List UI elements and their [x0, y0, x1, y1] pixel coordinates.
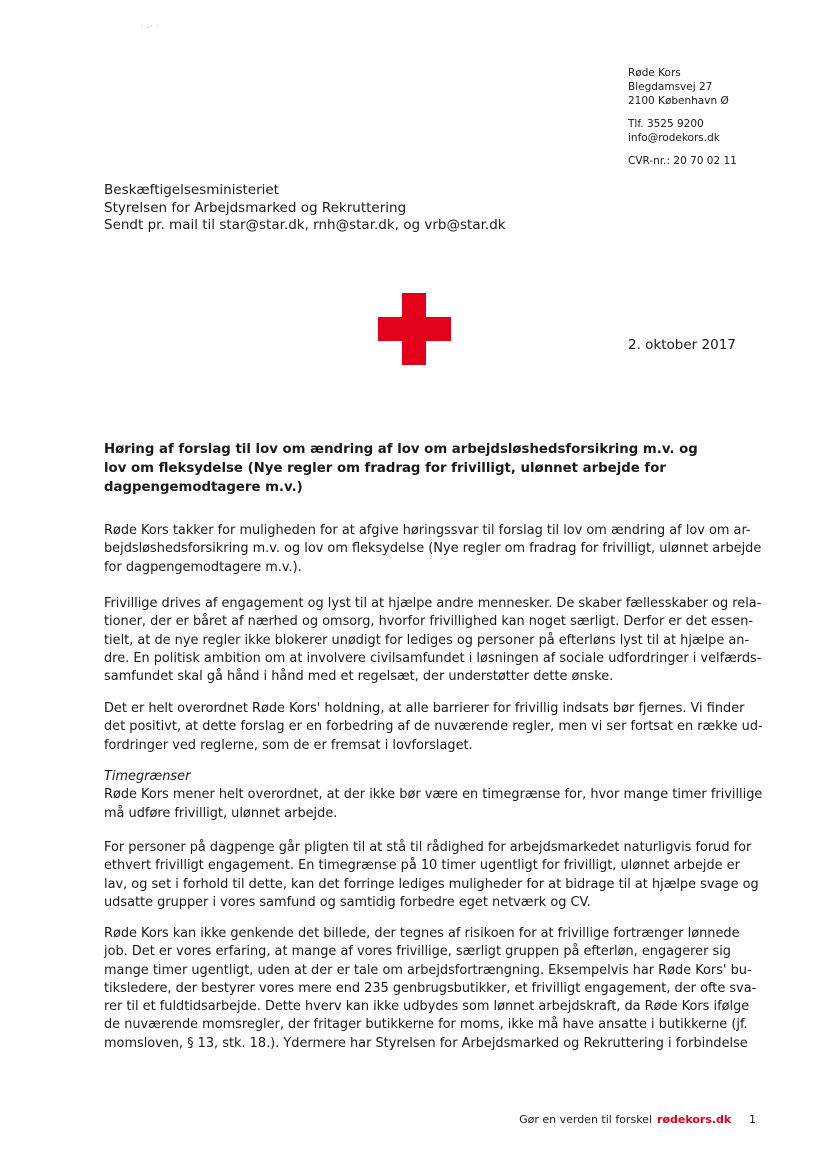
recipient-agency: Styrelsen for Arbejdsmarked og Rekruttering — [104, 199, 407, 216]
paragraph-position — [104, 700, 763, 755]
text-line: Røde Kors kan ikke genkende det billede, der tegnes af risikoen for at frivillige fortrænger lønnede — [104, 926, 740, 941]
text-line: fordringer ved reglerne, som de er fremsat i lovforslaget. — [104, 737, 473, 753]
footer-brand: rødekors.dk — [657, 1113, 732, 1126]
text-line: ethvert frivilligt engagement. En timegrænse på 10 timer ugentligt for frivilligt, ulønnet arbejde er — [104, 858, 740, 874]
text-line: Røde Kors mener helt overordnet, at der ikke bør være en timegrænse for, hvor mange timer frivillige — [104, 787, 763, 803]
text-line: job. Det er vores erfaring, at mange af vores frivillige, særligt gruppen på efterløn, engagerer sig — [104, 944, 731, 960]
text-line: Frivillige drives af engagement og lyst til at hjælpe andre mennesker. De skaber fællesskaber og rela- — [104, 596, 762, 611]
paragraph-intro — [104, 522, 762, 577]
text-line: samfundet skal gå hånd i hånd med et regelsæt, der understøtter dette ønske. — [104, 669, 614, 685]
sender-org: Røde Kors — [628, 67, 681, 79]
section-heading: Timegrænser — [104, 769, 191, 784]
text-line: udsatte grupper i vores samfund og samtidig forbedre eget netværk og CV. — [104, 894, 591, 910]
page-number: 1 — [749, 1113, 756, 1126]
paragraph-unemployment — [104, 839, 759, 912]
text-line: For personer på dagpenge går pligten til at stå til rådighed for arbejdsmarkedet naturligvis forud for — [104, 840, 752, 855]
text-line: lav, og set i forhold til dette, kan det forringe lediges muligheder for at bidrage til at hjælpe svage og — [104, 876, 759, 892]
text-line: tielt, at de nye regler ikke blokerer unødigt for lediges og personer på efterløns lyst til at hjælpe an- — [104, 632, 750, 648]
text-line: tioner, der er båret af nærhed og omsorg, hvorfor frivillighed kan noget særligt. Derfor er det essen- — [104, 614, 754, 630]
sender-phone: Tlf. 3525 9200 — [628, 118, 704, 130]
paragraph-displacement — [104, 925, 757, 1053]
text-line: bejdsløshedsforsikring m.v. og lov om fleksydelse (Nye regler om fradrag for frivilligt, ulønnet arbejde — [104, 541, 762, 557]
red-cross-icon — [378, 293, 451, 365]
paragraph-time-limits — [104, 768, 763, 823]
text-line: Røde Kors takker for muligheden for at afgive høringssvar til forslag til lov om ændring af lov om ar- — [104, 523, 751, 538]
sender-address — [628, 66, 737, 168]
sender-street: Blegdamsvej 27 — [628, 81, 713, 93]
text-line: tiksledere, der bestyrer vores mere end 235 genbrugsbutikker, et frivilligt engagement, der ofte sva- — [104, 980, 757, 996]
text-line: Det er helt overordnet Røde Kors' holdning, at alle barrierer for frivillig indsats bør fjernes. Vi finder — [104, 701, 745, 716]
recipient-email-line: Sendt pr. mail til star@star.dk, rnh@star.dk, og vrb@star.dk — [104, 217, 506, 233]
text-line: dre. En politisk ambition om at involvere civilsamfundet i løsningen af sociale udfordringer i velfærds- — [104, 650, 762, 666]
text-line: må udføre frivilligt, ulønnet arbejde. — [104, 805, 338, 821]
paragraph-volunteers — [104, 595, 762, 686]
sender-city: 2100 København Ø — [628, 95, 729, 107]
text-line: mange timer ugentligt, uden at der er tale om arbejdsfortrængning. Eksempelvis har Røde Kors' bu- — [104, 962, 752, 978]
scan-smudge: · -· · — [140, 22, 160, 33]
text-line: de nuværende momsregler, der fritager butikkerne for moms, ikke må have ansatte i butikkerne (jf. — [104, 1017, 748, 1033]
text-line: momsloven, § 13, stk. 18.). Ydermere har Styrelsen for Arbejdsmarked og Rekruttering i forbindelse — [104, 1035, 748, 1051]
text-line: rer til et fuldtidsarbejde. Dette hverv kan ikke udbydes som lønnet arbejdskraft, da Røde Kors ifølge — [104, 999, 750, 1015]
recipient-ministry: Beskæftigelsesministeriet — [104, 182, 279, 198]
text-line: det positivt, at dette forslag er en forbedring af de nuværende regler, men vi ser fortsat en række ud- — [104, 719, 763, 735]
footer-tagline: Gør en verden til forskel — [519, 1113, 652, 1126]
page-footer — [0, 1113, 828, 1129]
letter-subject: Høring af forslag til lov om ændring af lov om arbejdsløshedsforsikring m.v. og lov om fleksydelse (Nye regler om fradrag for frivilligt, ulønnet arbejde for dagpengemodtagere m.v.) — [104, 442, 698, 495]
letter-date: 2. oktober 2017 — [628, 337, 736, 353]
sender-email: info@rodekors.dk — [628, 132, 720, 144]
recipient-address — [104, 182, 506, 235]
text-line: for dagpengemodtagere m.v.). — [104, 559, 302, 575]
sender-cvr: CVR-nr.: 20 70 02 11 — [628, 155, 737, 167]
